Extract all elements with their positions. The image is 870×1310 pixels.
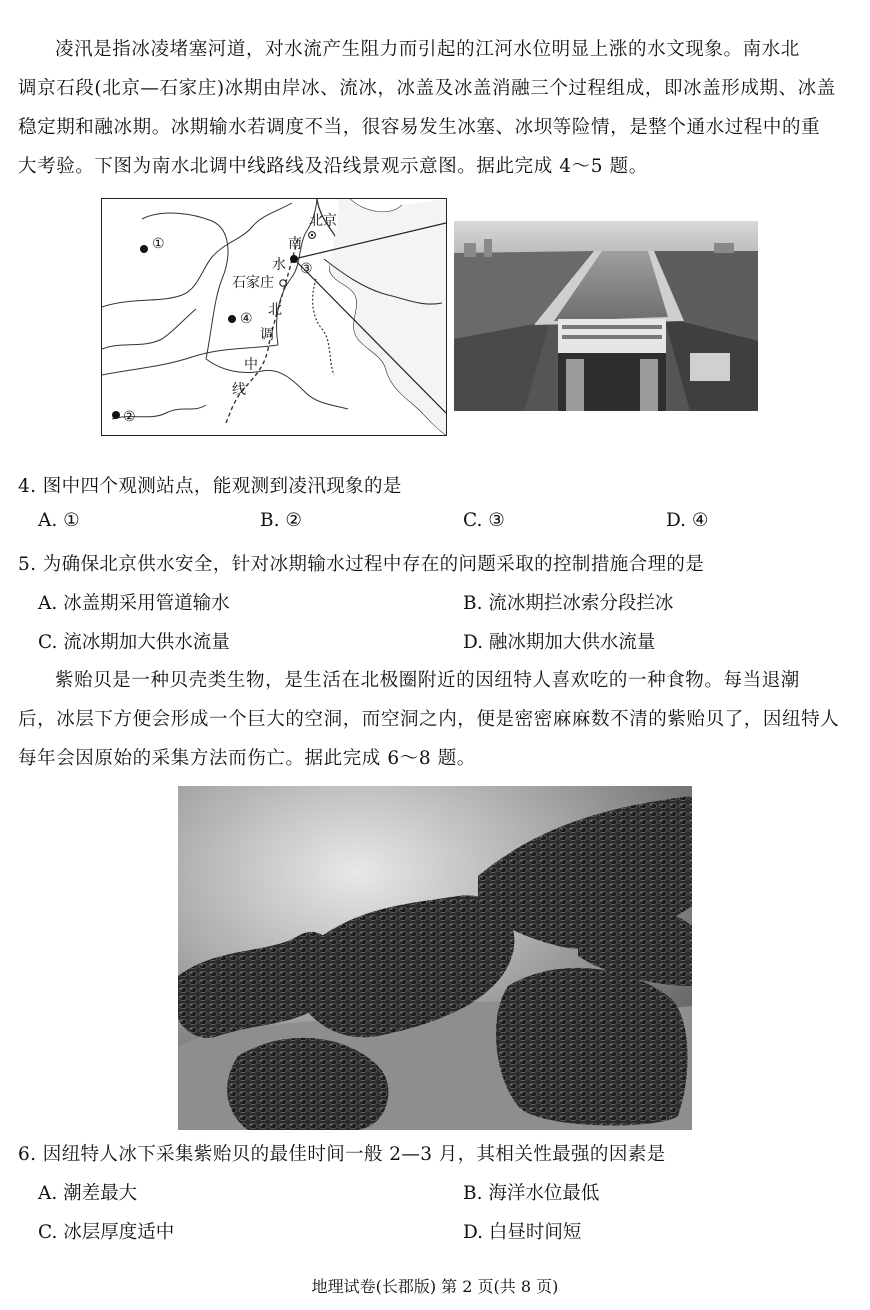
station-2-marker (112, 411, 120, 419)
q6-option-c: C. 冰层厚度适中 (38, 1222, 175, 1243)
station-1-label: ① (152, 236, 165, 252)
station-2-label: ② (123, 409, 136, 425)
q4-option-c: C. ③ (463, 510, 505, 531)
station-3-marker (290, 255, 298, 263)
station-3-label: ③ (300, 261, 313, 277)
canal-photo (454, 221, 758, 411)
q6-option-b: B. 海洋水位最低 (463, 1183, 600, 1204)
q4-option-b: B. ② (260, 510, 302, 531)
passage-line: 每年会因原始的采集方法而伤亡。据此完成 6～8 题。 (18, 748, 476, 769)
beijing-label: 北京 (309, 213, 337, 229)
q5-option-b: B. 流冰期拦冰索分段拦冰 (463, 593, 674, 614)
route-char: 北 (268, 302, 282, 318)
shijiazhuang-label: 石家庄 (232, 275, 274, 291)
question-6-stem: 6. 因纽特人冰下采集紫贻贝的最佳时间一般 2—3 月，其相关性最强的因素是 (18, 1144, 666, 1165)
q4-option-d: D. ④ (666, 510, 709, 531)
route-char: 水 (272, 257, 286, 273)
passage-line: 后，冰层下方便会形成一个巨大的空洞，而空洞之内，便是密密麻麻数不清的紫贻贝了，因纽特人 (18, 709, 840, 730)
station-1-marker (140, 245, 148, 253)
page-footer: 地理试卷(长郡版) 第 2 页(共 8 页) (311, 1277, 559, 1296)
route-char: 调 (260, 327, 274, 343)
q5-option-d: D. 融冰期加大供水流量 (463, 632, 656, 653)
q6-option-d: D. 白昼时间短 (463, 1222, 582, 1243)
station-4-marker (228, 315, 236, 323)
passage-line: 稳定期和融冰期。冰期输水若调度不当，很容易发生冰塞、冰坝等险情，是整个通水过程中的重 (18, 117, 821, 138)
station-4-label: ④ (240, 311, 253, 327)
route-char: 南 (288, 236, 302, 252)
question-5-stem: 5. 为确保北京供水安全，针对冰期输水过程中存在的问题采取的控制措施合理的是 (18, 554, 705, 575)
q4-option-a: A. ① (38, 510, 80, 531)
passage-line: 凌汛是指冰凌堵塞河道，对水流产生阻力而引起的江河水位明显上涨的水文现象。南水北 (55, 39, 800, 60)
route-char: 线 (232, 382, 246, 398)
route-char: 中 (244, 357, 258, 373)
passage-mussel (18, 661, 856, 778)
mussel-photo (178, 786, 692, 1130)
passage-line: 调京石段(北京—石家庄)冰期由岸冰、流冰，冰盖及冰盖消融三个过程组成，即冰盖形成期、冰盖 (18, 78, 836, 99)
passage-intro-ice-flood (18, 30, 856, 186)
q5-option-c: C. 流冰期加大供水流量 (38, 632, 230, 653)
passage-line: 紫贻贝是一种贝壳类生物，是生活在北极圈附近的因纽特人喜欢吃的一种食物。每当退潮 (55, 670, 800, 691)
route-map (101, 198, 447, 436)
q6-option-a: A. 潮差最大 (38, 1183, 138, 1204)
passage-line: 大考验。下图为南水北调中线路线及沿线景观示意图。据此完成 4～5 题。 (18, 156, 648, 177)
question-4-stem: 4. 图中四个观测站点，能观测到凌汛现象的是 (18, 476, 402, 497)
q5-option-a: A. 冰盖期采用管道输水 (38, 593, 230, 614)
